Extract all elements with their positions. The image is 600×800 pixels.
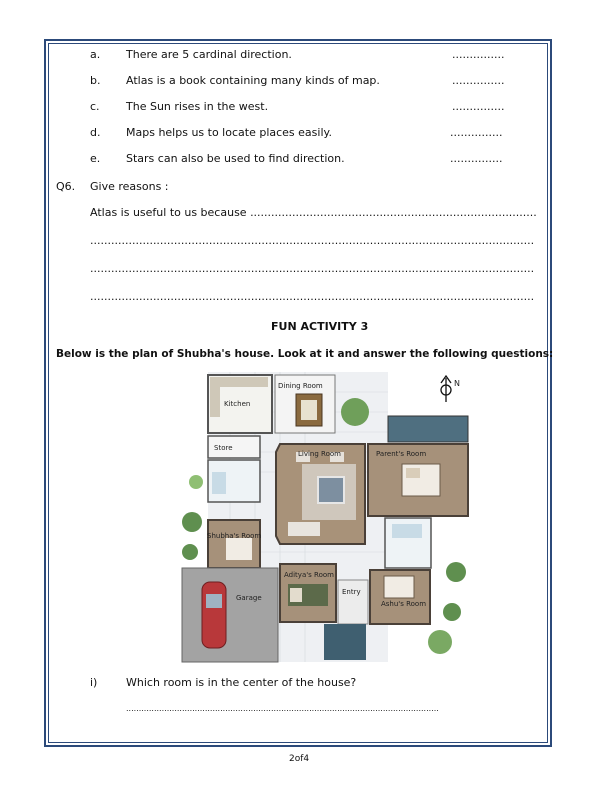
statement-text: The Sun rises in the west.: [126, 100, 269, 113]
answer-blank[interactable]: ...............: [450, 152, 503, 165]
room-label-entry: Entry: [342, 588, 361, 596]
statement-letter: a.: [90, 48, 101, 61]
answer-blank[interactable]: ...............: [452, 48, 505, 61]
room-label-ashu: Ashu's Room: [381, 600, 427, 608]
room-label-dining: Dining Room: [278, 382, 323, 390]
answer-blank[interactable]: ...............: [452, 74, 505, 87]
answer-line[interactable]: ...........................................................................................................................: [126, 704, 439, 713]
answer-blank[interactable]: ...............: [450, 126, 503, 139]
north-label: N: [454, 379, 460, 388]
statement-text: Atlas is a book containing many kinds of map.: [126, 74, 380, 87]
room-label-aditya: Aditya's Room: [284, 571, 334, 579]
question-number: Q6.: [56, 180, 76, 193]
room-label-store: Store: [214, 444, 233, 452]
room-label-parent: Parent's Room: [376, 450, 427, 458]
statement-letter: e.: [90, 152, 101, 165]
statement-text: There are 5 cardinal direction.: [126, 48, 292, 61]
room-label-living: Living Room: [298, 450, 341, 458]
answer-line[interactable]: ...............................................................................................................................: [90, 234, 535, 247]
room-label-kitchen: Kitchen: [224, 400, 251, 408]
activity-title: FUN ACTIVITY 3: [271, 320, 369, 333]
page-number: 2of4: [289, 754, 310, 764]
answer-line[interactable]: Atlas is useful to us because ..................................................................................: [90, 206, 537, 219]
statement-letter: b.: [90, 74, 101, 87]
activity-instruction: Below is the plan of Shubha's house. Look at it and answer the following questions:: [56, 348, 554, 360]
statement-text: Maps helps us to locate places easily.: [126, 126, 332, 139]
question-i-number: i): [90, 676, 98, 689]
question-i-text: Which room is in the center of the house?: [126, 676, 357, 689]
house-floor-plan: [180, 372, 472, 664]
statement-letter: d.: [90, 126, 101, 139]
statement-letter: c.: [90, 100, 100, 113]
room-label-garage: Garage: [236, 594, 262, 602]
question-prompt: Give reasons :: [90, 180, 169, 193]
statement-text: Stars can also be used to find direction.: [126, 152, 345, 165]
room-label-shubha: Shubha's Room: [207, 532, 262, 540]
answer-line[interactable]: ...............................................................................................................................: [90, 290, 535, 303]
answer-blank[interactable]: ...............: [452, 100, 505, 113]
answer-line[interactable]: ...............................................................................................................................: [90, 262, 535, 275]
